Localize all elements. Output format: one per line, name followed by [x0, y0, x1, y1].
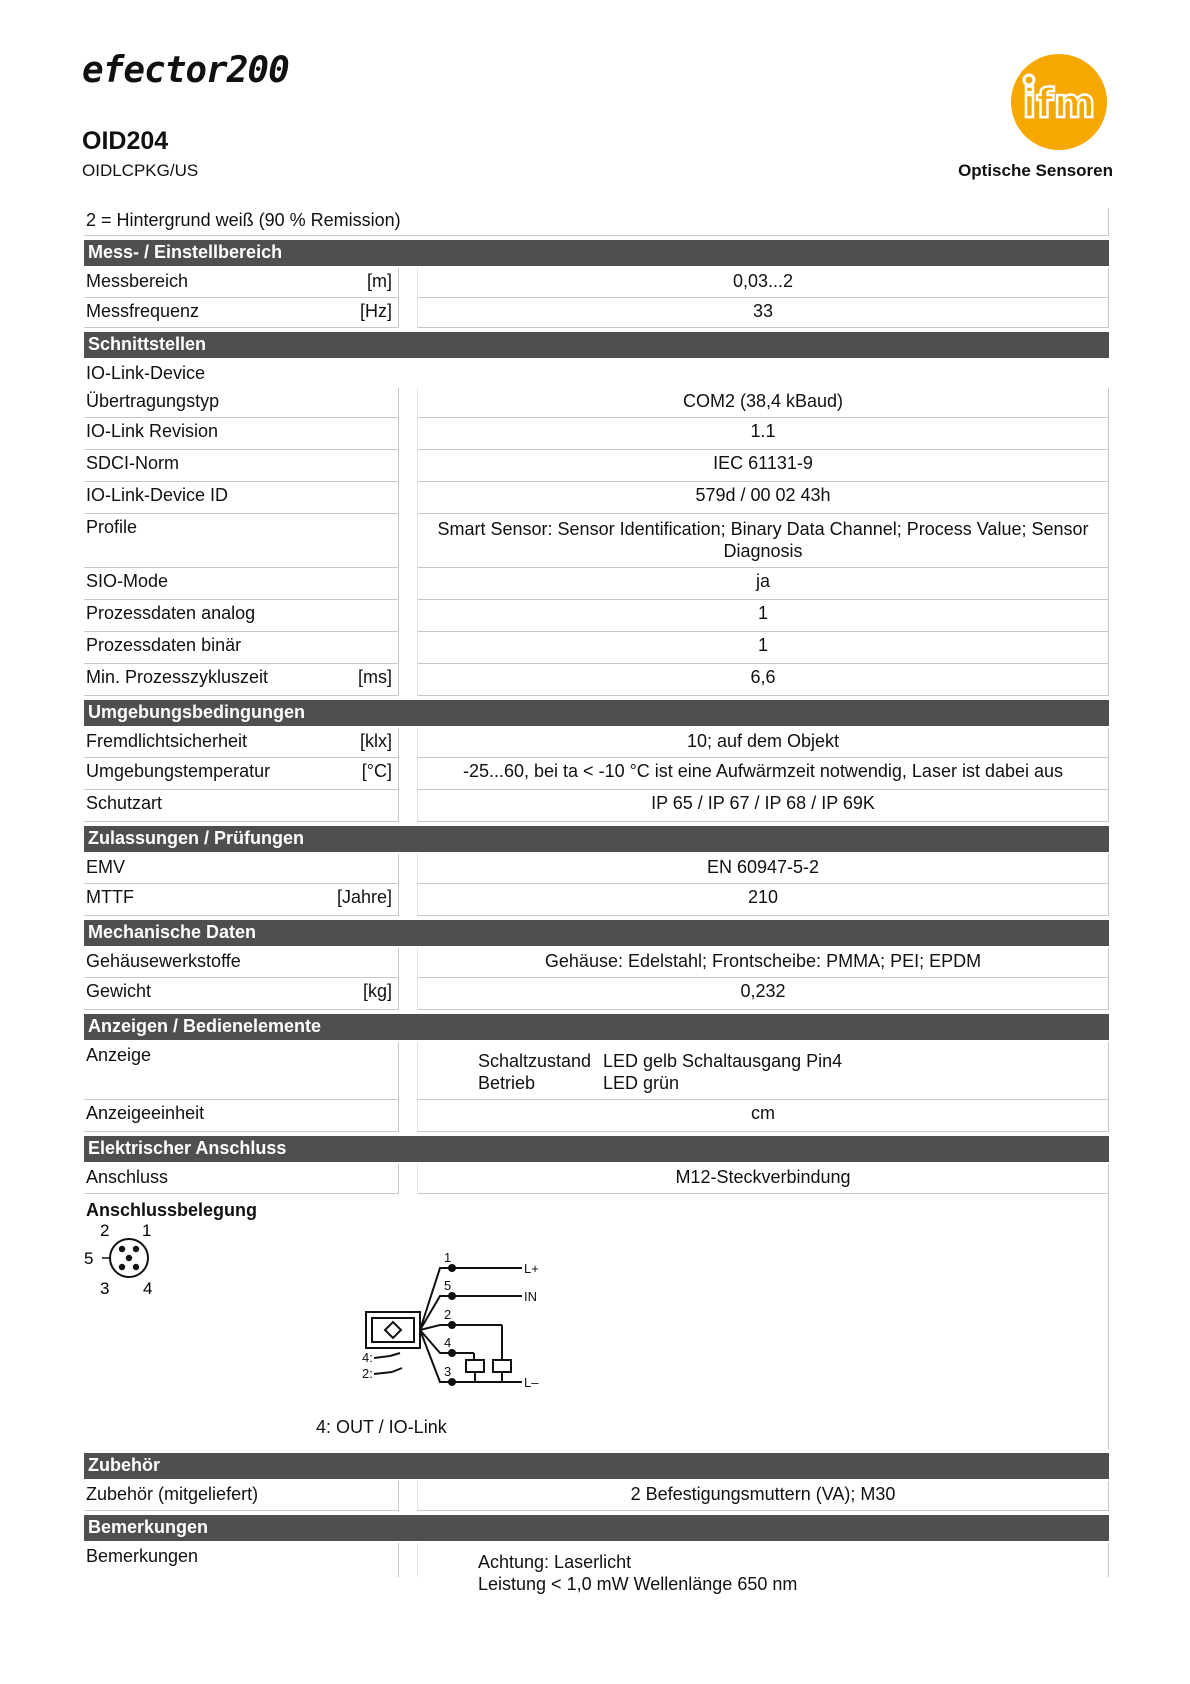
table-row — [84, 790, 1109, 822]
row-label: Bemerkungen — [86, 1546, 199, 1566]
category-label: Optische Sensoren — [958, 161, 1113, 180]
table-row — [84, 758, 1109, 790]
wire-label: 1 — [444, 1250, 452, 1265]
terminal-label: L– — [524, 1375, 539, 1390]
table-row — [84, 978, 1109, 1010]
row-label: Schutzart — [86, 793, 163, 813]
table-row — [84, 388, 1109, 418]
section-header: Mess- / Einstellbereich — [84, 240, 1109, 266]
terminal-label: L+ — [524, 1261, 539, 1276]
wiring-title: Anschlussbelegung — [86, 1200, 258, 1220]
wire-label: 5 — [444, 1278, 452, 1293]
section-header: Bemerkungen — [84, 1515, 1109, 1541]
switch-label: 2: — [362, 1366, 373, 1381]
row-label: Min. Prozesszykluszeit — [86, 667, 269, 687]
table-row — [84, 1481, 1109, 1511]
section-header: Zubehör — [84, 1453, 1109, 1479]
table-row — [84, 884, 1109, 916]
wiring-footnote: 4: OUT / IO-Link — [316, 1417, 447, 1437]
row-value: EN 60947-5-2 — [417, 854, 1109, 884]
row-value: 0,232 — [417, 978, 1109, 1010]
row-unit: [m] — [367, 271, 392, 291]
row-value: COM2 (38,4 kBaud) — [417, 388, 1109, 418]
row-value — [417, 514, 1109, 568]
row-value: 6,6 — [417, 664, 1109, 696]
subsection-label: IO-Link-Device — [86, 363, 206, 383]
svg-text:efector200: efector200 — [82, 50, 289, 91]
row-label: Anzeigeeinheit — [86, 1103, 205, 1123]
wire-label: 3 — [444, 1364, 452, 1379]
efector200-logo — [82, 50, 372, 93]
row-value: 33 — [417, 298, 1109, 328]
svg-text:ifm: ifm — [1022, 81, 1096, 127]
section-header: Anzeigen / Bedienelemente — [84, 1014, 1109, 1040]
table-row — [84, 854, 1109, 884]
row-value: Gehäuse: Edelstahl; Frontscheibe: PMMA; PEI; EPDM — [417, 948, 1109, 978]
switch-label: 4: — [362, 1350, 373, 1365]
row-unit: [°C] — [361, 761, 392, 781]
row-unit: [Jahre] — [336, 887, 392, 907]
row-label: Gewicht — [86, 981, 152, 1001]
terminal-label: IN — [524, 1289, 537, 1304]
row-value: 1 — [417, 632, 1109, 664]
m12-connector-icon — [84, 1222, 164, 1302]
row-value: cm — [417, 1100, 1109, 1132]
row-label: Anzeige — [86, 1045, 152, 1065]
table-row — [84, 482, 1109, 514]
row-label: IO-Link Revision — [86, 421, 219, 441]
table-row — [84, 1164, 1109, 1194]
table-row — [84, 298, 1109, 328]
row-label: Umgebungstemperatur — [86, 761, 271, 781]
wire-label: 4 — [444, 1335, 452, 1350]
pin-label: 2 — [100, 1221, 110, 1240]
pin-label: 1 — [142, 1221, 152, 1240]
table-row — [84, 268, 1109, 298]
row-label: Profile — [86, 517, 138, 537]
table-row — [84, 1100, 1109, 1132]
row-value — [417, 1042, 1109, 1100]
remark-line: Leistung < 1,0 mW Wellenlänge 650 nm — [478, 1574, 798, 1594]
row-value: -25...60, bei ta < -10 °C ist eine Aufwärmzeit notwendig, Laser ist dabei aus — [417, 758, 1109, 790]
section-header: Zulassungen / Prüfungen — [84, 826, 1109, 852]
row-value: 1 — [417, 600, 1109, 632]
table-row — [84, 632, 1109, 664]
profile-line-1: Smart Sensor: Sensor Identification; Binary Data Channel; Process Value; Sensor — [437, 519, 1089, 539]
table-row — [84, 728, 1109, 758]
row-label: Übertragungstyp — [86, 391, 220, 411]
wire-label: 2 — [444, 1307, 452, 1322]
row-label: SIO-Mode — [86, 571, 169, 591]
row-value: 0,03...2 — [417, 268, 1109, 298]
pin-label: 3 — [100, 1279, 110, 1298]
row-value: 579d / 00 02 43h — [417, 482, 1109, 514]
display-item-name: Betrieb — [478, 1073, 536, 1093]
row-value — [417, 1543, 1109, 1594]
ifm-logo — [1010, 53, 1108, 151]
display-item-name: Schaltzustand — [478, 1051, 592, 1071]
product-subtitle: OIDLCPKG/US — [82, 161, 199, 180]
row-label: SDCI-Norm — [86, 453, 179, 473]
row-value: IP 65 / IP 67 / IP 68 / IP 69K — [417, 790, 1109, 822]
row-value: M12-Steckverbindung — [417, 1164, 1109, 1194]
row-label: IO-Link-Device ID — [86, 485, 229, 505]
row-unit: [Hz] — [359, 301, 392, 321]
pin-label: 4 — [143, 1279, 153, 1298]
product-title: OID204 — [82, 127, 169, 155]
table-row — [84, 568, 1109, 600]
row-value: 10; auf dem Objekt — [417, 728, 1109, 758]
table-row — [84, 418, 1109, 450]
row-value: 2 Befestigungsmuttern (VA); M30 — [417, 1481, 1109, 1511]
row-label: Zubehör (mitgeliefert) — [86, 1484, 259, 1504]
row-value: 210 — [417, 884, 1109, 916]
row-label: Prozessdaten analog — [86, 603, 256, 623]
top-note: 2 = Hintergrund weiß (90 % Remission) — [84, 208, 1109, 236]
section-header: Elektrischer Anschluss — [84, 1136, 1109, 1162]
table-row — [84, 450, 1109, 482]
row-unit: [klx] — [359, 731, 392, 751]
row-label: Messfrequenz — [86, 301, 200, 321]
table-row — [84, 948, 1109, 978]
table-row — [84, 664, 1109, 696]
datasheet-table — [84, 208, 1109, 1594]
row-value: 1.1 — [417, 418, 1109, 450]
display-item-desc: LED gelb Schaltausgang Pin4 — [603, 1051, 843, 1071]
section-header: Umgebungsbedingungen — [84, 700, 1109, 726]
row-label: Messbereich — [86, 271, 189, 291]
row-label: Anschluss — [86, 1167, 169, 1187]
row-label: Fremdlichtsicherheit — [86, 731, 248, 751]
row-unit: [ms] — [358, 667, 392, 687]
table-row — [84, 514, 1109, 568]
row-label: EMV — [86, 857, 126, 877]
section-header: Schnittstellen — [84, 332, 1109, 358]
display-item-desc: LED grün — [603, 1073, 680, 1093]
section-header: Mechanische Daten — [84, 920, 1109, 946]
table-row — [84, 1042, 1109, 1100]
table-row — [84, 1543, 1109, 1594]
row-value: ja — [417, 568, 1109, 600]
row-unit: [kg] — [362, 981, 392, 1001]
wiring-section — [84, 1194, 1109, 1449]
table-row — [84, 600, 1109, 632]
pin-label: 5 — [84, 1249, 94, 1268]
remark-line: Achtung: Laserlicht — [478, 1552, 632, 1572]
row-label: MTTF — [86, 887, 134, 907]
row-label: Prozessdaten binär — [86, 635, 242, 655]
row-value: IEC 61131-9 — [417, 450, 1109, 482]
profile-line-2: Diagnosis — [723, 541, 803, 561]
wiring-diagram — [362, 1250, 552, 1395]
row-label: Gehäusewerkstoffe — [86, 951, 241, 971]
